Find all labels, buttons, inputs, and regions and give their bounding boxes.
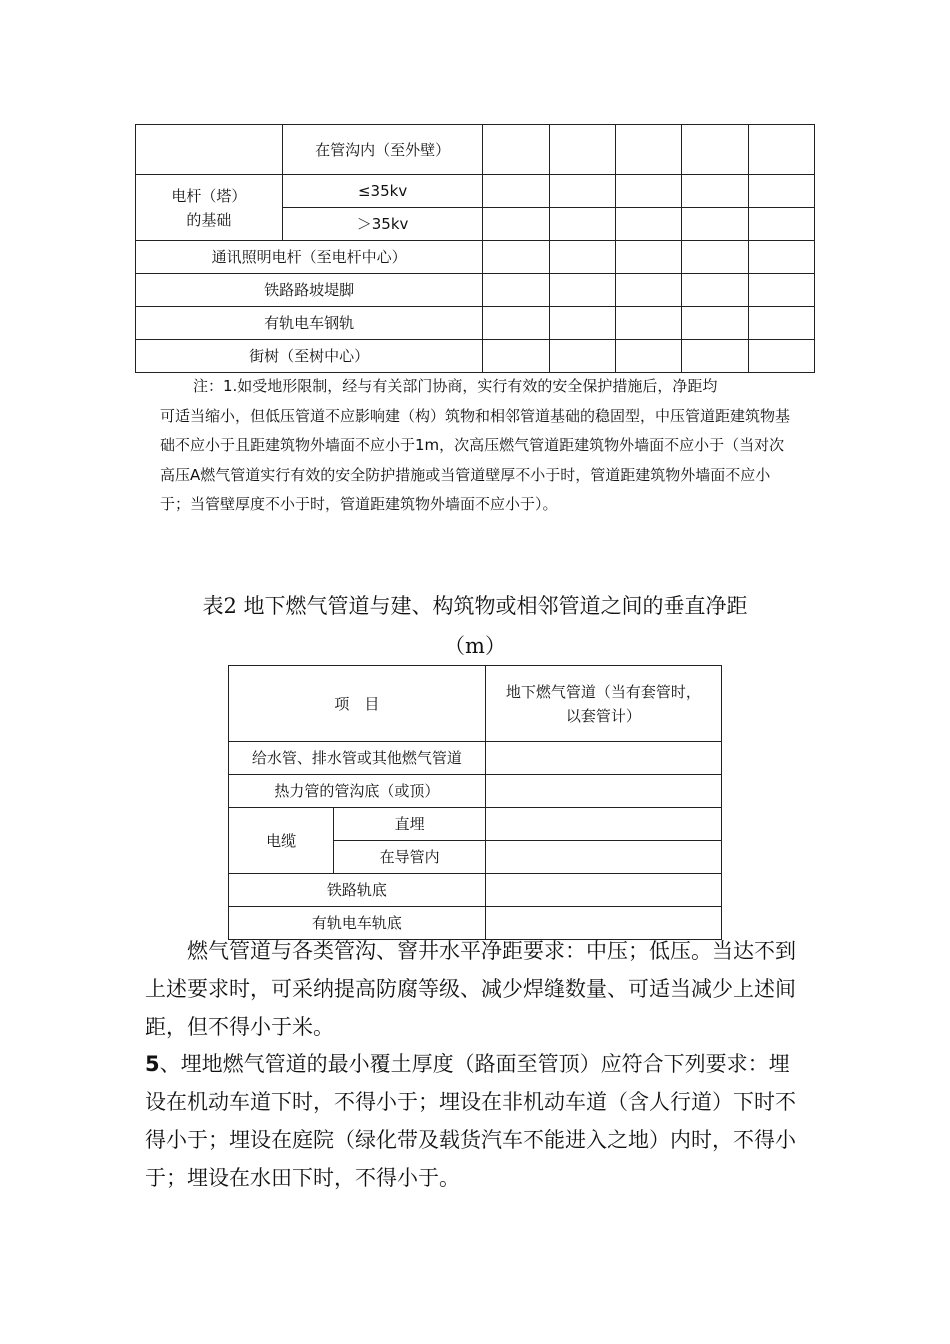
table2-value-cell [485,808,721,841]
table2-value-cell [485,841,721,874]
table1-cell-le35kv: ≤35kv [282,175,483,208]
table1-value-cell [616,241,682,274]
table1-value-cell [483,208,549,241]
paragraph-horizontal-distance: 燃气管道与各类管沟、窨井水平净距要求：中压；低压。当达不到上述要求时，可采纳提高防腐等级、减少焊缝数量、可适当减少上述间距，但不得小于米。 [145,939,796,1039]
table2-header-item: 项 目 [229,666,486,742]
table2-value-cell [485,742,721,775]
table1-value-cell [748,208,814,241]
table2-cell-in-conduit: 在导管内 [334,841,485,874]
table1-cell-tram-rail: 有轨电车钢轨 [136,307,483,340]
table1-value-cell [483,274,549,307]
table1-cell-street-tree: 街树（至树中心） [136,340,483,373]
table1-value-cell [549,175,615,208]
table1-value-cell [549,340,615,373]
table1-cell-gt35kv: ＞35kv [282,208,483,241]
table1-cell-in-trench: 在管沟内（至外壁） [282,125,483,175]
table1-value-cell [549,307,615,340]
table2-unit: （m） [444,634,506,658]
table1-value-cell [549,125,615,175]
table1-value-cell [616,125,682,175]
table1-value-cell [549,208,615,241]
table1-value-cell [682,241,748,274]
table1-value-cell [748,274,814,307]
item-number: 5 [145,1052,160,1076]
table1-value-cell [483,125,549,175]
table1-value-cell [682,274,748,307]
table1-cell-railway-slope: 铁路路坡堤脚 [136,274,483,307]
table1-value-cell [748,241,814,274]
table2-cell-direct-burial: 直埋 [334,808,485,841]
table2-value-cell [485,775,721,808]
table1-value-cell [483,241,549,274]
vertical-distance-table [228,665,722,940]
table1-value-cell [748,125,814,175]
table2-cell-rail-bottom: 铁路轨底 [229,874,486,907]
horizontal-distance-table [135,124,815,373]
table2-cell-tram-bottom: 有轨电车轨底 [229,907,486,940]
table1-value-cell [616,340,682,373]
table1-value-cell [616,307,682,340]
table1-empty-cell [136,125,283,175]
table2-header-gas-pipe: 地下燃气管道（当有套管时，以套管计） [485,666,721,742]
table1-cell-comm-pole: 通讯照明电杆（至电杆中心） [136,241,483,274]
table1-cell-pole-foundation: 电杆（塔）的基础 [136,175,283,241]
table2-cell-cable: 电缆 [229,808,334,874]
table2-cell-water-pipe: 给水管、排水管或其他燃气管道 [229,742,486,775]
note-first-line: 注：1.如受地形限制，经与有关部门协商，实行有效的安全保护措施后，净距均 [193,377,718,395]
table1-value-cell [682,175,748,208]
table1-value-cell [549,274,615,307]
table2-title: 表2 地下燃气管道与建、构筑物或相邻管道之间的垂直净距 [202,594,748,618]
note-rest: 可适当缩小，但低压管道不应影响建（构）筑物和相邻管道基础的稳固型，中压管道距建筑物基础不应小于且距建筑物外墙面不应小于1m，次高压燃气管道距建筑物外墙面不应小于（当对次高压A燃气管道实行有效的安全防护措施或当管道壁厚不小于时，管道距建筑物外墙面不应小于；当管壁厚度不小于时，管道距建筑物外墙面不应小于）。 [160,406,791,513]
table1-note [160,372,790,520]
table1-value-cell [549,241,615,274]
table1-value-cell [483,307,549,340]
table1-value-cell [682,307,748,340]
table1-value-cell [616,175,682,208]
table1-value-cell [748,340,814,373]
table1-value-cell [682,125,748,175]
table1-value-cell [483,175,549,208]
table1-value-cell [483,340,549,373]
table1-value-cell [616,208,682,241]
paragraph-cover-depth-text: 、埋地燃气管道的最小覆土厚度（路面至管顶）应符合下列要求：埋设在机动车道下时，不得小于；埋设在非机动车道（含人行道）下时不得小于；埋设在庭院（绿化带及载货汽车不能进入之地）内时，不得小于；埋设在水田下时，不得小于。 [145,1052,796,1190]
paragraph-cover-depth [145,1045,805,1197]
table1-value-cell [682,208,748,241]
table1-value-cell [748,175,814,208]
table1-value-cell [616,274,682,307]
table1-value-cell [682,340,748,373]
table2-cell-heat-trench: 热力管的管沟底（或顶） [229,775,486,808]
table1-value-cell [748,307,814,340]
table2-value-cell [485,874,721,907]
